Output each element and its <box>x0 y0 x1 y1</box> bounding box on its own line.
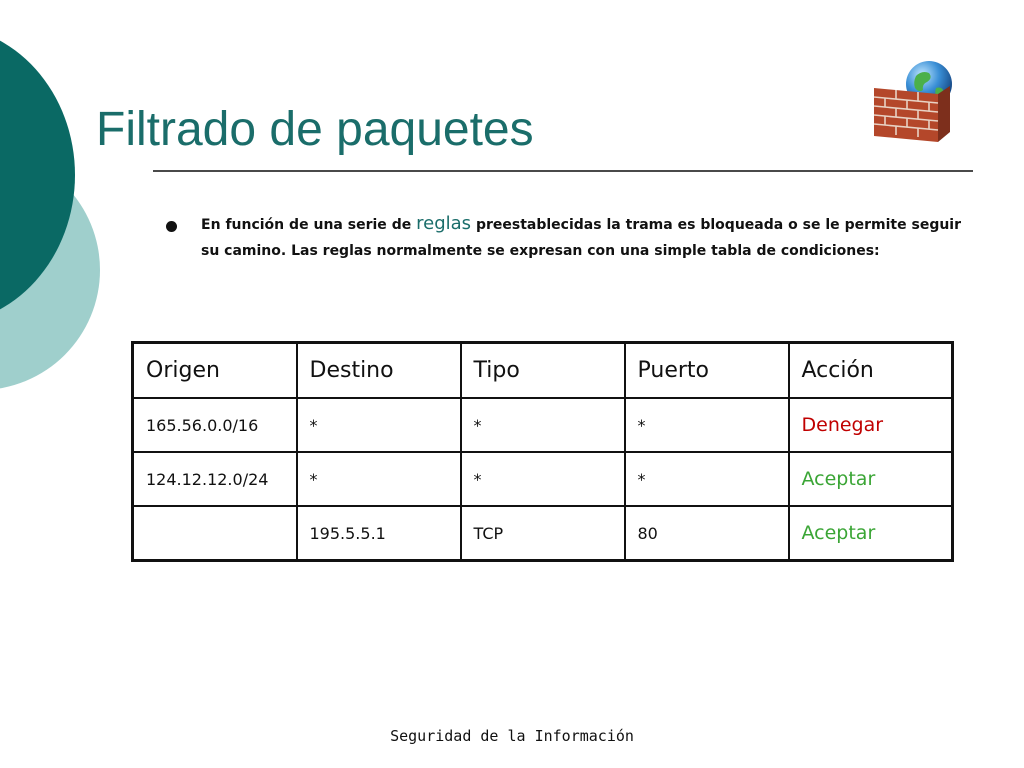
bullet-text-after: preestablecidas la trama es bloqueada o se le permite seguir su camino. Las reglas normalmente se expresan con una simple tabla de condiciones: <box>201 217 962 259</box>
slide-title: Filtrado de paquetes <box>96 103 534 156</box>
header-destino: Destino <box>297 343 461 399</box>
cell-destino: * <box>297 398 461 452</box>
header-origen: Origen <box>133 343 297 399</box>
footer-text: Seguridad de la Información <box>390 727 634 745</box>
rules-table <box>131 341 954 562</box>
bullet-paragraph <box>201 211 961 264</box>
header-tipo: Tipo <box>461 343 625 399</box>
bullet-point <box>166 221 177 232</box>
cell-accion: Denegar <box>789 398 953 452</box>
cell-accion: Aceptar <box>789 452 953 506</box>
table-header-row <box>133 343 953 399</box>
table-row <box>133 452 953 506</box>
cell-destino: 195.5.5.1 <box>297 506 461 561</box>
emphasis-reglas: reglas <box>416 213 472 234</box>
cell-tipo: TCP <box>461 506 625 561</box>
cell-puerto: 80 <box>625 506 789 561</box>
bullet-text-before: En función de una serie de <box>201 217 417 233</box>
cell-origen: 165.56.0.0/16 <box>133 398 297 452</box>
cell-tipo: * <box>461 452 625 506</box>
cell-puerto: * <box>625 452 789 506</box>
cell-accion: Aceptar <box>789 506 953 561</box>
cell-origen: 124.12.12.0/24 <box>133 452 297 506</box>
cell-tipo: * <box>461 398 625 452</box>
table-row <box>133 506 953 561</box>
title-divider <box>153 170 973 172</box>
cell-origen <box>133 506 297 561</box>
cell-puerto: * <box>625 398 789 452</box>
table-row <box>133 398 953 452</box>
firewall-globe-icon <box>866 58 958 148</box>
header-puerto: Puerto <box>625 343 789 399</box>
cell-destino: * <box>297 452 461 506</box>
header-accion: Acción <box>789 343 953 399</box>
